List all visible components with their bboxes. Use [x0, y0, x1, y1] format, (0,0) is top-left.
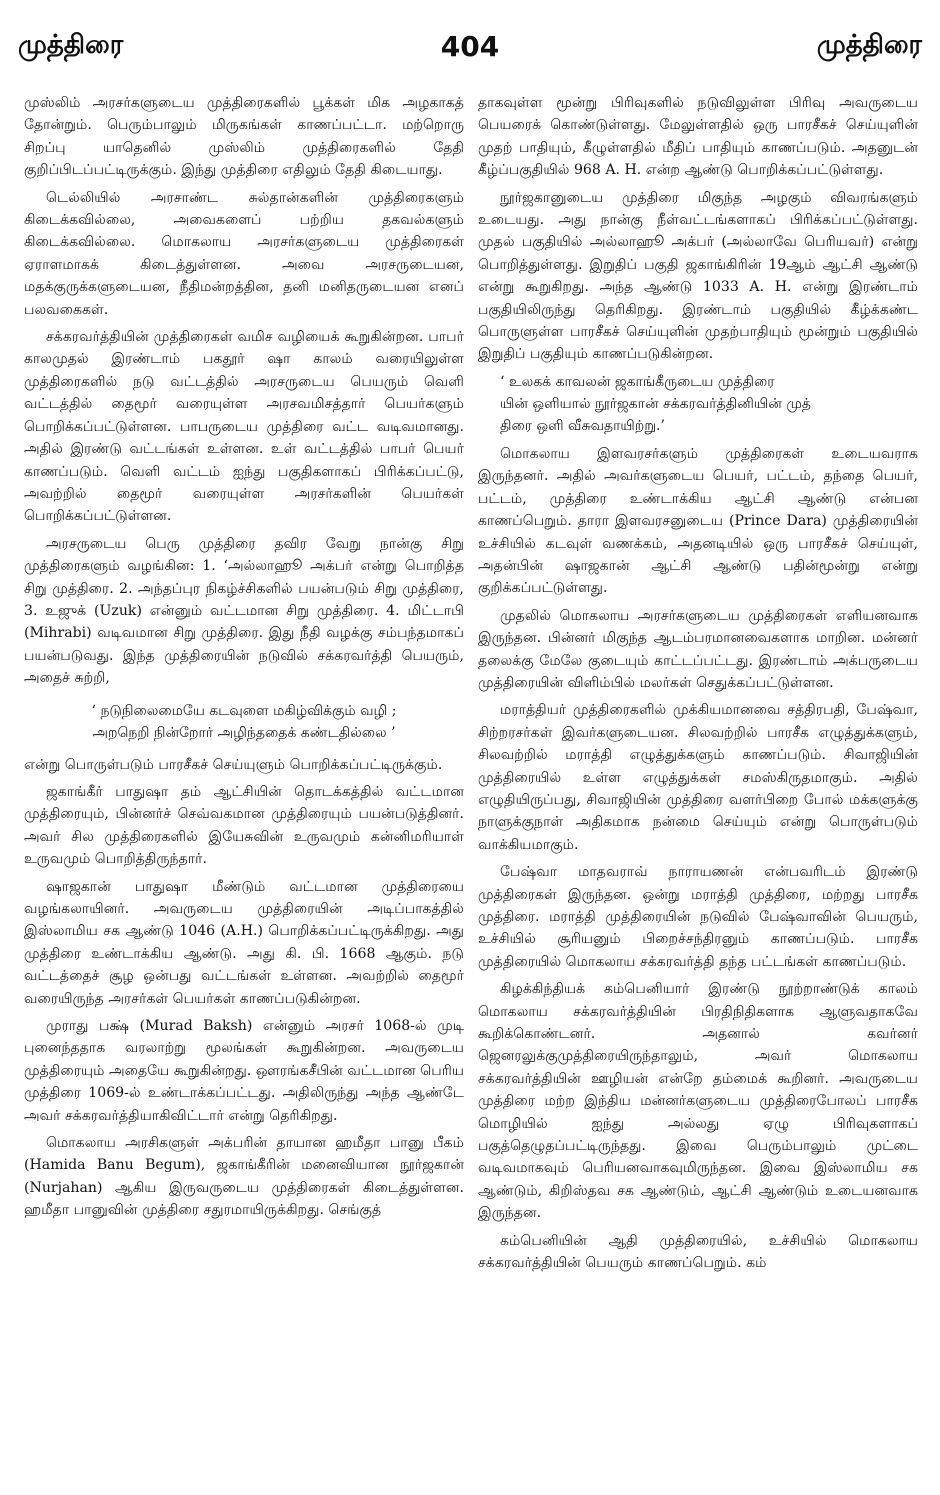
verse-quote — [24, 700, 464, 744]
left-column — [24, 92, 464, 1477]
paragraph: என்று பொருள்படும் பாரசீகச் செய்யுளும் பொறிக்கப்பட்டிருக்கும். — [24, 756, 443, 773]
page-number: 404 — [440, 30, 500, 63]
paragraph: முதலில் மொகலாய அரசர்களுடைய முத்திரைகள் எளியனவாக இருந்தன. பின்னர் மிகுந்த ஆடம்பரமானவைகளாக மாறின. மன்னர் தலைக்கு மேலே குடையும் காட்டப்பட்டது. இரண்டாம் அக்பருடைய முத்திரையின் விளிம்பில் மலர்கள் செதுக்கப்பட்டுள்ளன. — [478, 607, 918, 691]
paragraph: கம்பெனியின் ஆதி முத்திரையில், உச்சியில் மொகலாய சக்கரவர்த்தியின் பெயரும் காணப்பெறும். கம் — [478, 1232, 918, 1272]
verse-line: திரை ஒளி வீசுவதாயிற்று.’ — [500, 417, 665, 434]
verse-line: ‘ நடுநிலைமையே கடவுளை மகிழ்விக்கும் வழி ; — [91, 702, 397, 719]
verse-line: யின் ஒளியால் நூர்ஜகான் சக்கரவர்த்தினியின் முத் — [500, 395, 811, 412]
page-header — [18, 30, 922, 80]
paragraph: பேஷ்வா மாதவராவ் நாராயணன் என்பவரிடம் இரண்டு முத்திரைகள் இருந்தன. ஒன்று மராத்தி முத்திரை, மற்றது பாரசீக முத்திரை. மராத்தி முத்திரையின் நடுவில் பேஷ்வாவின் பெயரும், உச்சியில் சூரியனும் பிறைச்சந்திரனும் காணப்படும். பாரசீக முத்திரையில் மொகலாய சக்கரவர்த்தி தந்த பட்டங்கள் காணப்படும். — [478, 864, 918, 970]
paragraph: ஷாஜகான் பாதுஷா மீண்டும் வட்டமான முத்திரையை வழங்கலாயினர். அவருடைய முத்திரையின் அடிப்பாகத்தில் இஸ்லாமிய சக ஆண்டு 1046 (A.H.) பொறிக்கப்பட்டிருக்கிறது. அது முத்திரை உண்டாக்கிய ஆண்டு. அது கி. பி. 1668 ஆகும். நடு வட்டத்தைச் சூழ ஒன்பது வட்டங்கள் உள்ளன. அவற்றில் தைமூர் வரையிருந்த அரசர்கள் பெயர்கள் காணப்படுகின்றன. — [24, 878, 464, 1007]
paragraph: டெல்லியில் அரசாண்ட சுல்தான்களின் முத்திரைகளும் கிடைக்கவில்லை, அவைகளைப் பற்றிய தகவல்களும் கிடைக்கவில்லை. மொகலாய அரசர்களுடைய முத்திரைகள் ஏராளமாகக் கிடைத்துள்ளன. அவை அரசருடையன, மதக்குருக்களுடையன, நீதிமன்றத்தின, தனி மனிதருடையன எனப் பலவகைகள். — [24, 189, 464, 318]
paragraph: மராத்தியர் முத்திரைகளில் முக்கியமானவை சத்திரபதி, பேஷ்வா, சிற்றரசர்கள் இவர்களுடையன. சிலவற்றில் பாரசீக எழுத்துக்களும், சிலவற்றில் மராத்தி எழுத்துக்களும் காணப்படும். சிவாஜியின் முத்திரையில் உள்ள எழுத்துக்கள் சமஸ்கிருதமாகும். அதில் எழுதியிருப்பது, சிவாஜியின் முத்திரை வளர்பிறை போல் மக்களுக்கு நாளுக்குநாள் அதிகமாக நன்மை செய்யும் என்று பொருள்படும் வாக்கியமாகும். — [478, 702, 918, 853]
verse-line: ‘ உலகக் காவலன் ஜகாங்கீருடைய முத்திரை — [500, 373, 775, 390]
paragraph: நூர்ஜகானுடைய முத்திரை மிகுந்த அழகும் விவரங்களும் உடையது. அது நான்கு நீள்வட்டங்களாகப் பிரிக்கப்பட்டுள்ளது. முதல் பகுதியில் அல்லாஹூ அக்பர் (அல்லாவே பெரியவர்) என்று பொறித்துள்ளது. இறுதிப் பகுதி ஜகாங்கிரின் 19ஆம் ஆட்சி ஆண்டு என்று கூறுகிறது. அந்த ஆண்டு 1033 A. H. என்று இரண்டாம் பகுதியிலிருந்து தெரிகிறது. இரண்டாம் பகுதியில் கீழ்க்கண்ட பொருளுள்ள பாரசீகச் செய்யுளின் முதற்பாதியும் மூன்றும் பகுதியில் இறுதிப் பகுதியும் காணப்படுகின்றன. — [478, 189, 918, 363]
paragraph: ஜகாங்கீர் பாதுஷா தம் ஆட்சியின் தொடக்கத்தில் வட்டமான முத்திரையும், பின்னர்ச் செவ்வகமான முத்திரையும் பயன்படுத்தினர். அவர் சில முத்திரைகளில் இயேசுவின் உருவமும் கன்னிமரியாள் உருவமும் பொறித்திருந்தார். — [24, 783, 464, 868]
paragraph: மொகலாய அரசிகளுள் அக்பரின் தாயான ஹமீதா பானு பீகம் (Hamida Banu Begum), ஜகாங்கீரின் மனைவியான நூர்ஜகான் (Nurjahan) ஆகிய இருவருடைய முத்திரைகள் கிடைத்துள்ளன. ஹமீதா பானுவின் முத்திரை சதுரமாயிருக்கிறது. செங்குத் — [24, 1135, 464, 1219]
paragraph: தாகவுள்ள மூன்று பிரிவுகளில் நடுவிலுள்ள பிரிவு அவருடைய பெயரைக் கொண்டுள்ளது. மேலுள்ளதில் ஒரு பாரசீகச் செய்யுளின் முதற் பாதியும், கீழுள்ளதில் மீதிப் பாதியும் காணப்படும். அதனுடன் கீழ்ப்பகுதியில் 968 A. H. என்ற ஆண்டு பொறிக்கப்பட்டுள்ளது. — [478, 95, 918, 179]
header-left-title: முத்திரை — [18, 30, 124, 60]
header-right-title: முத்திரை — [816, 30, 922, 60]
verse-quote — [500, 371, 918, 437]
verse-line: அறநெறி நின்றோர் அழிந்ததைக் கண்டதில்லை ’ — [92, 724, 396, 741]
paragraph: கிழக்கிந்தியக் கம்பெனியார் இரண்டு நூற்றாண்டுக் காலம் மொகலாய சக்கரவர்த்தியின் பிரதிநிதிகளாக ஆளுவதாகவே கூறிக்கொண்டனர். அதனால் கவர்னர் ஜெனரலுக்குமுத்திரையிருந்தாலும், அவர் மொகலாய சக்கரவர்த்தியின் ஊழியன் என்றே தம்மைக் கூறினர். அவருடைய முத்திரை மற்ற இந்திய மன்னர்களுடைய முத்திரைபோலப் பாரசீக மொழியில் ஐந்து அல்லது ஏழு பிரிவுகளாகப் பகுத்தெழுதப்பட்டிருந்தது. இவை பெரும்பாலும் முட்டை வடிவமாகவும் பெரியனவாகவுமிருந்தன. இவை இஸ்லாமிய சக ஆண்டும், கிறிஸ்தவ சக ஆண்டும், ஆட்சி ஆண்டும் உடையனவாக இருந்தன. — [478, 981, 918, 1222]
paragraph: மொகலாய இளவரசர்களும் முத்திரைகள் உடையவராக இருந்தனர். அதில் அவர்களுடைய பெயர், பட்டம், தந்தை பெயர், பட்டம், முத்திரை உண்டாக்கிய ஆட்சி ஆண்டு என்பன காணப்பெறும். தாரா இளவரசனுடைய (Prince Dara) முத்திரையின் உச்சியில் கடவுள் வணக்கம், அதனடியில் ஒரு பாரசீகச் செய்யுள், அதன்பின் ஷாஜகான் ஆட்சி ஆண்டு பதின்மூன்று என்று குறிக்கப்பட்டுள்ளது. — [478, 445, 918, 597]
paragraph: அரசருடைய பெரு முத்திரை தவிர வேறு நான்கு சிறு முத்திரைகளும் வழங்கின: 1. ‘அல்லாஹூ அக்பர் என்று பொறித்த சிறு முத்திரை. 2. அந்தப்புர நிகழ்ச்சிகளில் பயன்படும் சிறு முத்திரை, 3. உஜுக் (Uzuk) என்னும் வட்டமான சிறு முத்திரை. 4. மிட்டாபி (Mihrabi) வடிவமான சிறு முத்திரை. இது நீதி வழக்கு சம்பந்தமாகப் பயன்படுவது. இந்த முத்திரையின் நடுவில் சக்கரவர்த்தி பெயரும், அதைச் சுற்றி, — [24, 535, 464, 687]
paragraph: முராது பக்ஷ் (Murad Baksh) என்னும் அரசர் 1068-ல் முடி புனைந்ததாக வரலாற்று மூலங்கள் கூறுகின்றன. அவருடைய முத்திரையும் அதையே கூறுகின்றது. ஔரங்கசீபின் வட்டமான பெரிய முத்திரை 1069-ல் உண்டாக்கப்பட்டது. அதிலிருந்து அந்த ஆண்டே அவர் சக்கரவர்த்தியாகிவிட்டார் என்று தெரிகிறது. — [24, 1018, 464, 1124]
right-column — [478, 92, 918, 1477]
paragraph: சக்கரவர்த்தியின் முத்திரைகள் வமிச வழியைக் கூறுகின்றன. பாபர் காலமுதல் இரண்டாம் பகதூர் ஷா காலம் வரையிலுள்ள முத்திரைகளில் நடு வட்டத்தில் அரசருடைய பெயரும் வெளி வட்டத்தில் தைமூர் வரையுள்ள அரசவமிசத்தார் பெயர்களும் பொறிக்கப்பட்டுள்ளன. பாபருடைய முத்திரை வட்ட வடிவமானது. அதில் இரண்டு வட்டங்கள் உள்ளன. உள் வட்டத்தில் பாபர் பெயர் காணப்படும். வெளி வட்டம் ஐந்து பகுதிகளாகப் பிரிக்கப்பட்டு, அவற்றில் தைமூர் வரையுள்ள அரசர்களின் பெயர்கள் பொறிக்கப்பட்டுள்ளன. — [24, 329, 464, 525]
paragraph: முஸ்லிம் அரசர்களுடைய முத்திரைகளில் பூக்கள் மிக அழகாகத் தோன்றும். பெரும்பாலும் மிருகங்கள் காணப்பட்டா. மற்றொரு சிறப்பு யாதெனில் முஸ்லிம் முத்திரைகளில் தேதி குறிப்பிடப்பட்டிருக்கும். இந்து முத்திரை எதிலும் தேதி கிடையாது. — [24, 95, 464, 179]
